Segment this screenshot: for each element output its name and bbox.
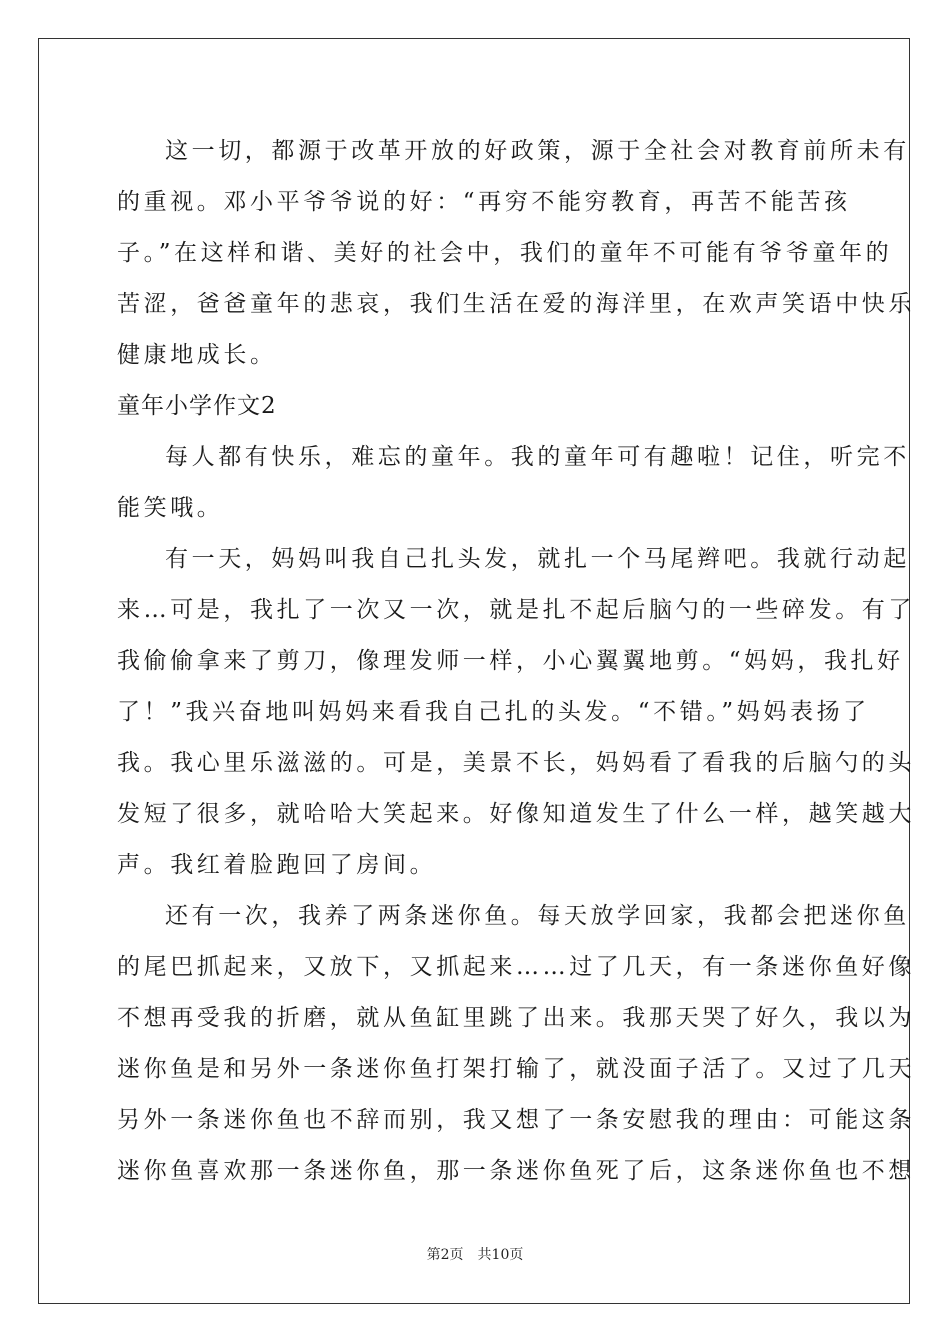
paragraph-line: 的重视。邓小平爷爷说的好：“再穷不能穷教育，再苦不能苦孩	[117, 189, 851, 215]
document-body	[117, 126, 915, 1197]
paragraph-line: 每人都有快乐，难忘的童年。我的童年可有趣啦！记住，听完不	[165, 444, 910, 470]
paragraph-line: 迷你鱼是和另外一条迷你鱼打架打输了，就没面子活了。又过了几天	[117, 1056, 915, 1082]
paragraph-line: 这一切，都源于改革开放的好政策，源于全社会对教育前所未有	[165, 138, 910, 164]
paragraph-line: 我。我心里乐滋滋的。可是，美景不长，妈妈看了看我的后脑勺的头	[117, 750, 915, 776]
paragraph-line: 不想再受我的折磨，就从鱼缸里跳了出来。我那天哭了好久，我以为	[117, 1005, 915, 1031]
paragraph-line: 迷你鱼喜欢那一条迷你鱼，那一条迷你鱼死了后，这条迷你鱼也不想	[117, 1158, 915, 1184]
paragraph-line: 来…可是，我扎了一次又一次，就是扎不起后脑勺的一些碎发。有了	[117, 597, 915, 623]
page-total: 共10页	[477, 1247, 524, 1263]
paragraph-line: 我偷偷拿来了剪刀，像理发师一样，小心翼翼地剪。“妈妈，我扎好	[117, 648, 904, 674]
paragraph-line: 发短了很多，就哈哈大笑起来。好像知道发生了什么一样，越笑越大	[117, 801, 915, 827]
page-number: 第2页	[426, 1247, 464, 1263]
paragraph-line: 苦涩，爸爸童年的悲哀，我们生活在爱的海洋里，在欢声笑语中快乐	[117, 291, 915, 317]
page-footer	[0, 1246, 950, 1264]
paragraph-line: 了！”我兴奋地叫妈妈来看我自己扎的头发。“不错。”妈妈表扬了	[117, 699, 870, 725]
paragraph-line: 还有一次，我养了两条迷你鱼。每天放学回家，我都会把迷你鱼	[165, 903, 910, 929]
paragraph-line: 另外一条迷你鱼也不辞而别，我又想了一条安慰我的理由：可能这条	[117, 1107, 915, 1133]
paragraph-line: 有一天，妈妈叫我自己扎头发，就扎一个马尾辫吧。我就行动起	[165, 546, 910, 572]
section-heading: 童年小学作文2	[117, 393, 277, 419]
paragraph-line: 的尾巴抓起来，又放下，又抓起来……过了几天，有一条迷你鱼好像	[117, 954, 915, 980]
paragraph-line: 子。”在这样和谐、美好的社会中，我们的童年不可能有爷爷童年的	[117, 240, 893, 266]
paragraph-line: 声。我红着脸跑回了房间。	[117, 852, 437, 878]
paragraph-line: 健康地成长。	[117, 342, 277, 368]
paragraph-line: 能笑哦。	[117, 495, 224, 521]
